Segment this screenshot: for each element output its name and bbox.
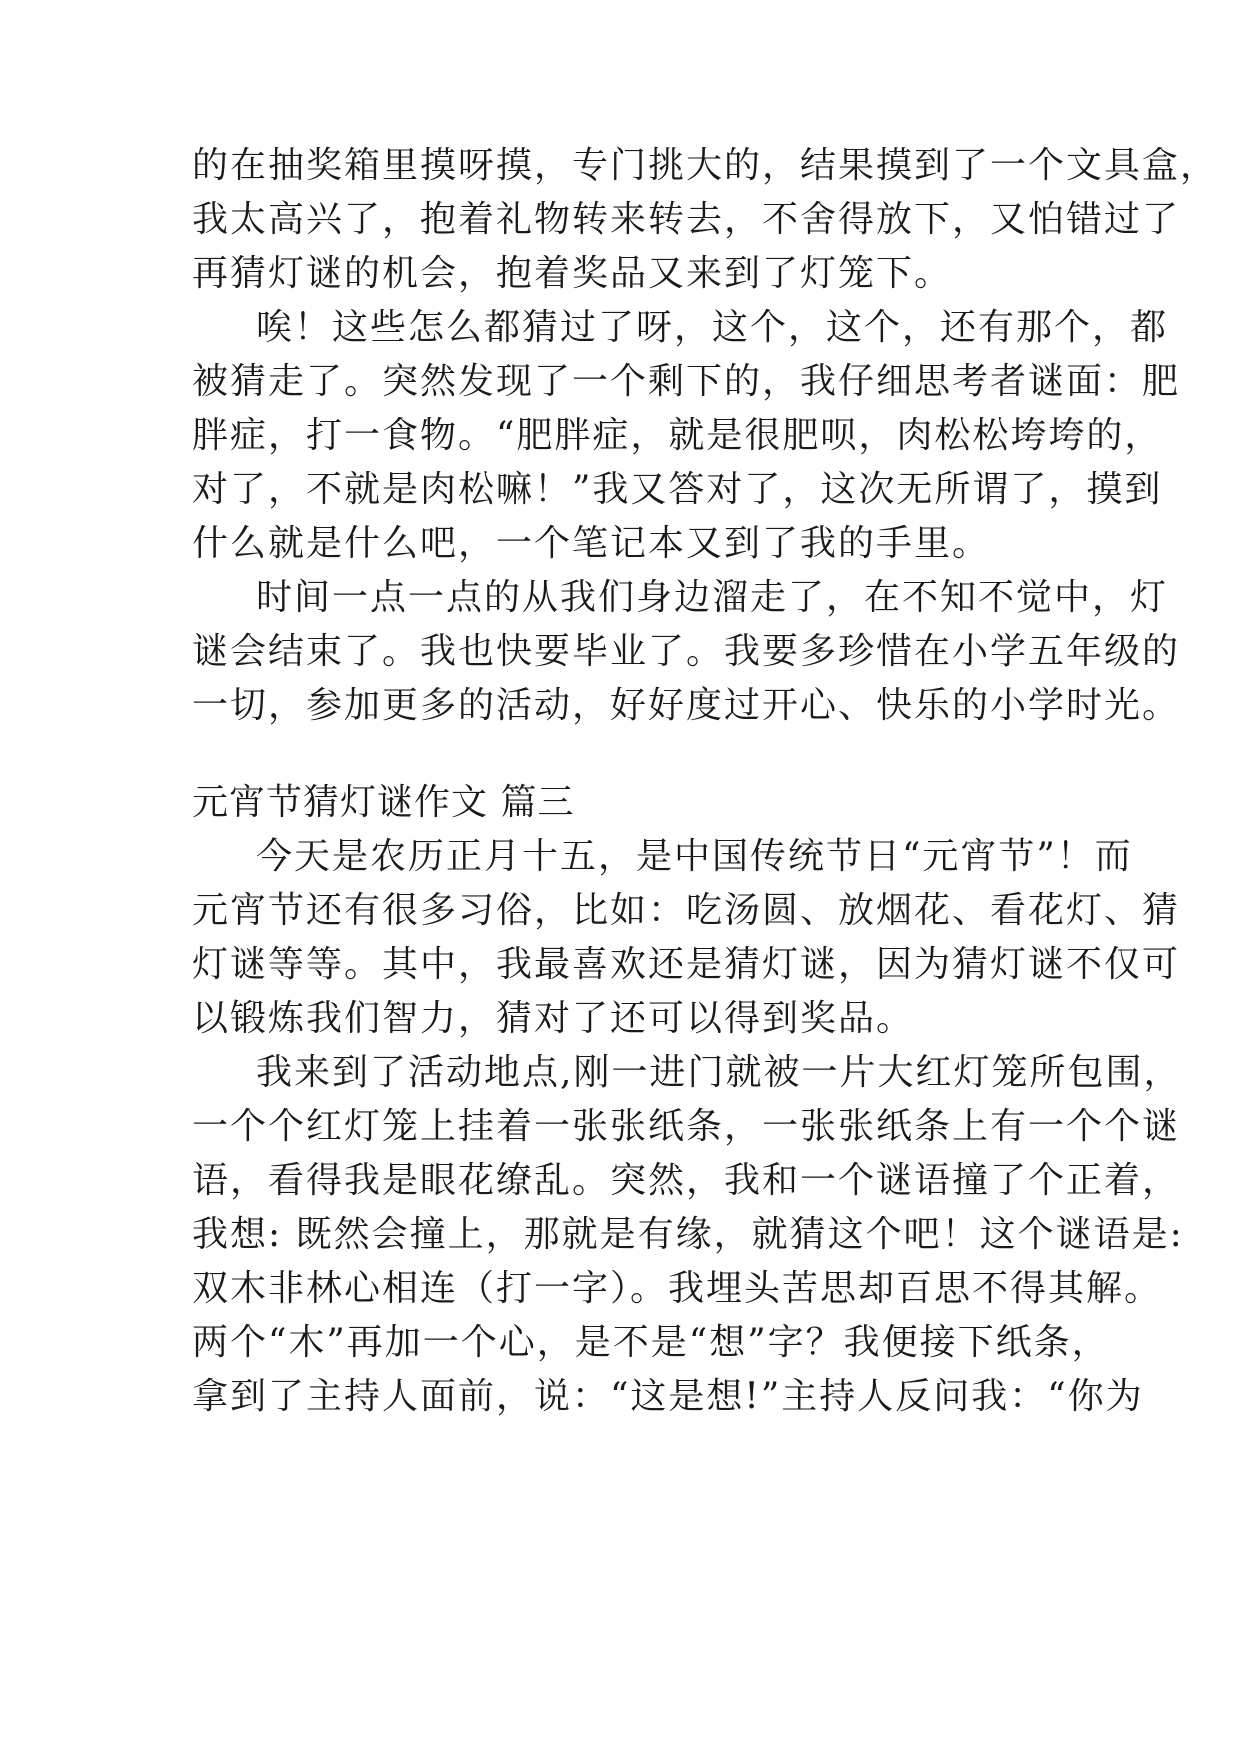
paragraph-line: 以锻炼我们智力，猜对了还可以得到奖品。 bbox=[192, 998, 915, 1039]
paragraph-line: 一切，参加更多的活动，好好度过开心、快乐的小学时光。 bbox=[192, 685, 1181, 726]
paragraph-line: 我太高兴了，抱着礼物转来转去，不舍得放下，又怕错过了 bbox=[192, 199, 1181, 240]
paragraph-line: 一个个红灯笼上挂着一张张纸条，一张张纸条上有一个个谜 bbox=[192, 1106, 1181, 1147]
paragraph-line: 什么就是什么吧，一个笔记本又到了我的手里。 bbox=[192, 523, 991, 564]
paragraph-line: 拿到了主持人面前，说：“这是想!”主持人反问我：“你为 bbox=[192, 1376, 1144, 1417]
paragraph-line: 的在抽奖箱里摸呀摸，专门挑大的，结果摸到了一个文具盒， bbox=[192, 145, 1219, 186]
paragraph-line: 再猜灯谜的机会，抱着奖品又来到了灯笼下。 bbox=[192, 253, 953, 294]
section-title: 元宵节猜灯谜作文 篇三 bbox=[192, 782, 575, 823]
paragraph-line: 谜会结束了。我也快要毕业了。我要多珍惜在小学五年级的 bbox=[192, 631, 1181, 672]
paragraph-line: 胖症，打一食物。“肥胖症，就是很肥呗，肉松松垮垮的， bbox=[192, 415, 1163, 456]
paragraph-line: 灯谜等等。其中，我最喜欢还是猜灯谜，因为猜灯谜不仅可 bbox=[192, 944, 1181, 985]
paragraph-line: 语，看得我是眼花缭乱。突然，我和一个谜语撞了个正着， bbox=[192, 1160, 1181, 1201]
paragraph-line: 被猜走了。突然发现了一个剩下的，我仔细思考者谜面：肥 bbox=[192, 361, 1181, 402]
paragraph-line: 今天是农历正月十五，是中国传统节日“元宵节”！而 bbox=[256, 836, 1133, 877]
paragraph-line: 两个“木”再加一个心，是不是“想”字？我便接下纸条， bbox=[192, 1322, 1110, 1363]
paragraph-line: 我想: 既然会撞上，那就是有缘，就猜这个吧！这个谜语是: bbox=[192, 1214, 1184, 1255]
paragraph-line: 我来到了活动地点,刚一进门就被一片大红灯笼所包围， bbox=[256, 1052, 1182, 1093]
paragraph-line: 双木非林心相连（打一字）。我埋头苦思却百思不得其解。 bbox=[192, 1268, 1163, 1309]
paragraph-line: 唉！这些怎么都猜过了呀，这个，这个，还有那个，都 bbox=[256, 307, 1169, 348]
paragraph-line: 对了，不就是肉松嘛！”我又答对了，这次无所谓了，摸到 bbox=[192, 469, 1163, 510]
paragraph-line: 元宵节还有很多习俗，比如：吃汤圆、放烟花、看花灯、猜 bbox=[192, 890, 1181, 931]
paragraph-line: 时间一点一点的从我们身边溜走了，在不知不觉中，灯 bbox=[256, 577, 1169, 618]
